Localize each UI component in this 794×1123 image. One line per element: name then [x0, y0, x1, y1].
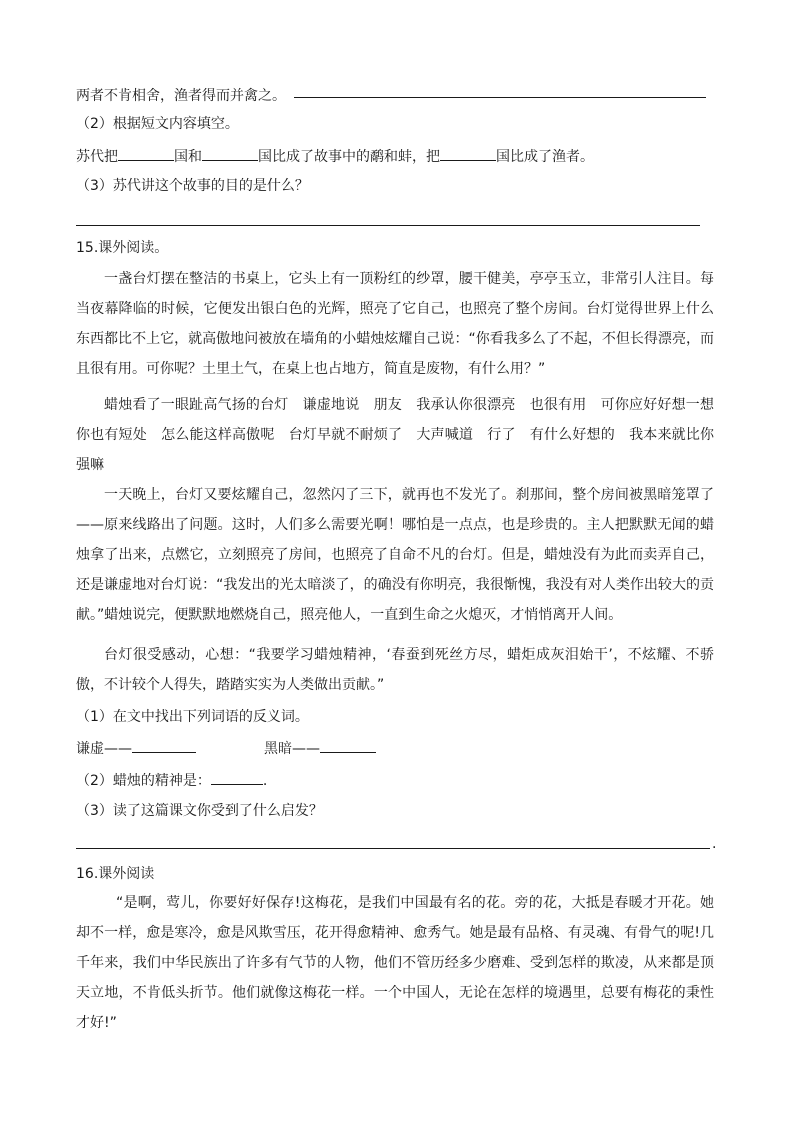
- fill-blank-2[interactable]: [202, 146, 258, 161]
- q15-antonym-1: [76, 738, 196, 759]
- prev-question-3-answer-line[interactable]: [76, 225, 700, 226]
- fill-blank-1[interactable]: [118, 146, 174, 161]
- antonym-2-blank[interactable]: [320, 738, 376, 753]
- fill-text-a: 苏代把: [76, 149, 118, 165]
- fill-text-d: 国比成了渔者。: [496, 149, 594, 165]
- sub-question-2-end: .: [262, 773, 268, 789]
- q15-sub-question-2: [76, 770, 267, 791]
- prev-question-3: （3）苏代讲这个故事的目的是什么？: [76, 178, 309, 194]
- q15-title: 15.课外阅读。: [76, 240, 169, 256]
- q15-antonym-2: [264, 738, 376, 759]
- q16-title: 16.课外阅读: [76, 866, 155, 882]
- q15-sub-question-3-answer-line[interactable]: [76, 848, 710, 849]
- q16-paragraph-1: “是啊，莺儿，你要好好保存!这梅花，是我们中国最有名的花。旁的花，大抵是春暖才开花。她却不一样，愈是寒冷，愈是风欺雪压，花开得愈精神、愈秀气。她是最有品格、有灵魂、有骨气的呢!几千年来，我们中华民族出了许多有气节的人物，他们不管历经多少磨难、受到怎样的欺凌，从来都是顶天立地，不肯低头折节。他们就像这梅花一样。一个中国人，无论在怎样的境遇里，总要有梅花的秉性才好!”: [76, 895, 714, 1031]
- candle-spirit-blank[interactable]: [211, 770, 263, 785]
- prev-translation-line: [76, 86, 286, 106]
- prev-classical-sentence: 两者不肯相舍，渔者得而并禽之。: [76, 88, 286, 104]
- fill-blank-3[interactable]: [440, 146, 496, 161]
- sub-question-2-label: （2）蜡烛的精神是：: [76, 773, 211, 789]
- fill-text-b: 国和: [174, 149, 202, 165]
- prev-fill-in-line: [76, 146, 594, 167]
- fill-text-c: 国比成了故事中的鹬和蚌，把: [258, 149, 440, 165]
- antonym-2-label: 黑暗——: [264, 741, 320, 757]
- q15-paragraph-3: 一天晚上，台灯又要炫耀自己，忽然闪了三下，就再也不发光了。刹那间，整个房间被黑暗笼罩了——原来线路出了问题。这时，人们多么需要光啊！哪怕是一点点，也是珍贵的。主人把默默无闻的蜡烛拿了出来，点燃它，立刻照亮了房间，也照亮了自命不凡的台灯。但是，蜡烛没有为此而卖弄自己，还是谦虚地对台灯说：“我发出的光太暗淡了，的确没有你明亮，我很惭愧，我没有对人类作出较大的贡献。”蜡烛说完，便默默地燃烧自己，照亮他人，一直到生命之火熄灭，才悄悄离开人间。: [76, 487, 714, 623]
- q15-paragraph-1: 一盏台灯摆在整洁的书桌上，它头上有一顶粉红的纱罩，腰干健美，亭亭玉立，非常引人注目。每当夜幕降临的时候，它便发出银白色的光辉，照亮了它自己，也照亮了整个房间。台灯觉得世界上什么东西都比不上它，就高傲地问被放在墙角的小蜡烛炫耀自己说：“你看我多么了不起，不但长得漂亮，而且很有用。可你呢？土里土气，在桌上也占地方，简直是废物，有什么用？”: [76, 271, 714, 377]
- q15-sub-question-1: （1）在文中找出下列词语的反义词。: [76, 709, 309, 725]
- antonym-1-blank[interactable]: [132, 738, 196, 753]
- antonym-1-label: 谦虚——: [76, 741, 132, 757]
- q15-paragraph-2: 蜡烛看了一眼趾高气扬的台灯 谦虚地说 朋友 我承认你很漂亮 也很有用 可你应好好想一想你也有短处 怎么能这样高傲呢 台灯早就不耐烦了 大声喊道 行了 有什么好想的 我本来就比你强嘛: [76, 397, 714, 473]
- q15-sub-question-3: （3）读了这篇课文你受到了什么启发？: [76, 803, 323, 819]
- prev-translation-answer-blank[interactable]: [294, 97, 706, 98]
- prev-question-2: （2）根据短文内容填空。: [76, 116, 239, 132]
- q15-paragraph-4: 台灯很受感动，心想：“我要学习蜡烛精神，‘春蚕到死丝方尽，蜡炬成灰泪始干’，不炫耀、不骄傲，不计较个人得失，踏踏实实为人类做出贡献。”: [76, 647, 714, 693]
- q15-sub-question-3-end: .: [712, 836, 717, 852]
